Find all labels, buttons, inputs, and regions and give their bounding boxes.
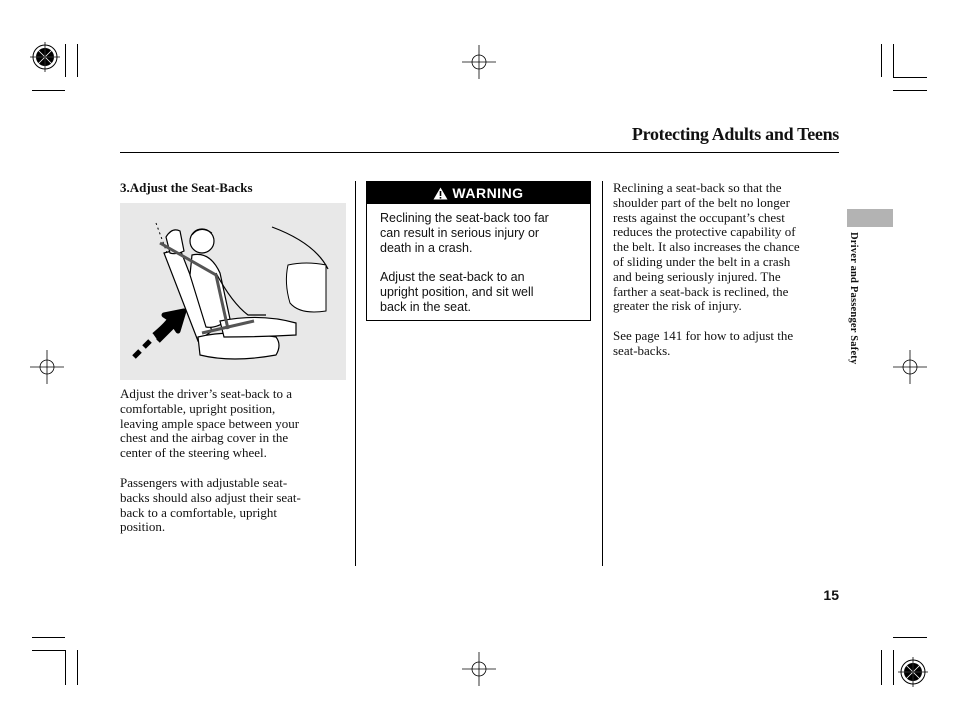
text-line: Passengers with adjustable seat- — [120, 475, 288, 490]
text-line: and being seriously injured. The — [613, 268, 781, 284]
text-line: reduces the protective capability of — [613, 224, 796, 240]
text-line: back in the seat. — [380, 299, 472, 314]
crosshair-icon — [30, 350, 64, 384]
text-line: Adjust the seat-back to an — [380, 270, 525, 284]
text-line: position. — [120, 519, 166, 535]
text-line: comfortable, upright position, — [120, 400, 276, 416]
text-line: farther a seat-back is reclined, the — [613, 283, 789, 299]
text-line: upright position, and sit well — [380, 284, 534, 299]
text-line: chest and the airbag cover in the — [120, 430, 289, 446]
text-line: backs should also adjust their seat- — [120, 489, 301, 505]
section-tab — [847, 209, 893, 227]
text-line: center of the steering wheel. — [120, 445, 267, 461]
right-paragraph-2 — [613, 329, 843, 359]
text-line: rests against the occupant’s chest — [613, 209, 785, 225]
left-paragraph-1 — [120, 387, 350, 461]
text-line: the belt. It also increases the chance — [613, 239, 800, 255]
seat-illustration — [120, 203, 346, 380]
warning-label: WARNING — [452, 185, 524, 201]
registration-target-icon — [30, 42, 60, 72]
crosshair-icon — [462, 652, 496, 686]
text-line: shoulder part of the belt no longer — [613, 194, 790, 210]
text-line: greater the risk of injury. — [613, 298, 742, 314]
warning-triangle-icon — [433, 187, 448, 200]
page-title: Protecting Adults and Teens — [631, 124, 839, 144]
seat-illustration-drawing — [120, 203, 346, 380]
right-paragraph-1 — [613, 181, 843, 314]
warning-box — [366, 181, 591, 321]
registration-target-icon — [898, 657, 928, 687]
crosshair-icon — [462, 45, 496, 79]
warning-header — [367, 182, 590, 204]
text-line: seat-backs. — [613, 342, 671, 358]
page-number: 15 — [823, 587, 839, 603]
text-line: back to a comfortable, upright — [120, 504, 278, 520]
section-tab-label: Driver and Passenger Safety — [848, 232, 859, 365]
left-paragraph-2 — [120, 476, 350, 535]
text-line: See page 141 for how to adjust the — [613, 328, 794, 343]
text-line: Reclining the seat-back too far — [380, 211, 549, 225]
text-line: Adjust the driver’s seat-back to a — [120, 386, 292, 401]
header-rule — [120, 152, 839, 153]
warning-paragraph-1 — [380, 211, 585, 255]
warning-paragraph-2 — [380, 270, 585, 314]
crosshair-icon — [893, 350, 927, 384]
text-line: leaving ample space between your — [120, 415, 300, 431]
section-heading: 3.Adjust the Seat-Backs — [120, 180, 253, 195]
text-line: of sliding under the belt in a crash — [613, 253, 791, 269]
text-line: death in a crash. — [380, 240, 473, 255]
column-divider — [602, 181, 603, 566]
text-line: can result in serious injury or — [380, 225, 540, 240]
column-divider — [355, 181, 356, 566]
text-line: Reclining a seat-back so that the — [613, 180, 782, 195]
